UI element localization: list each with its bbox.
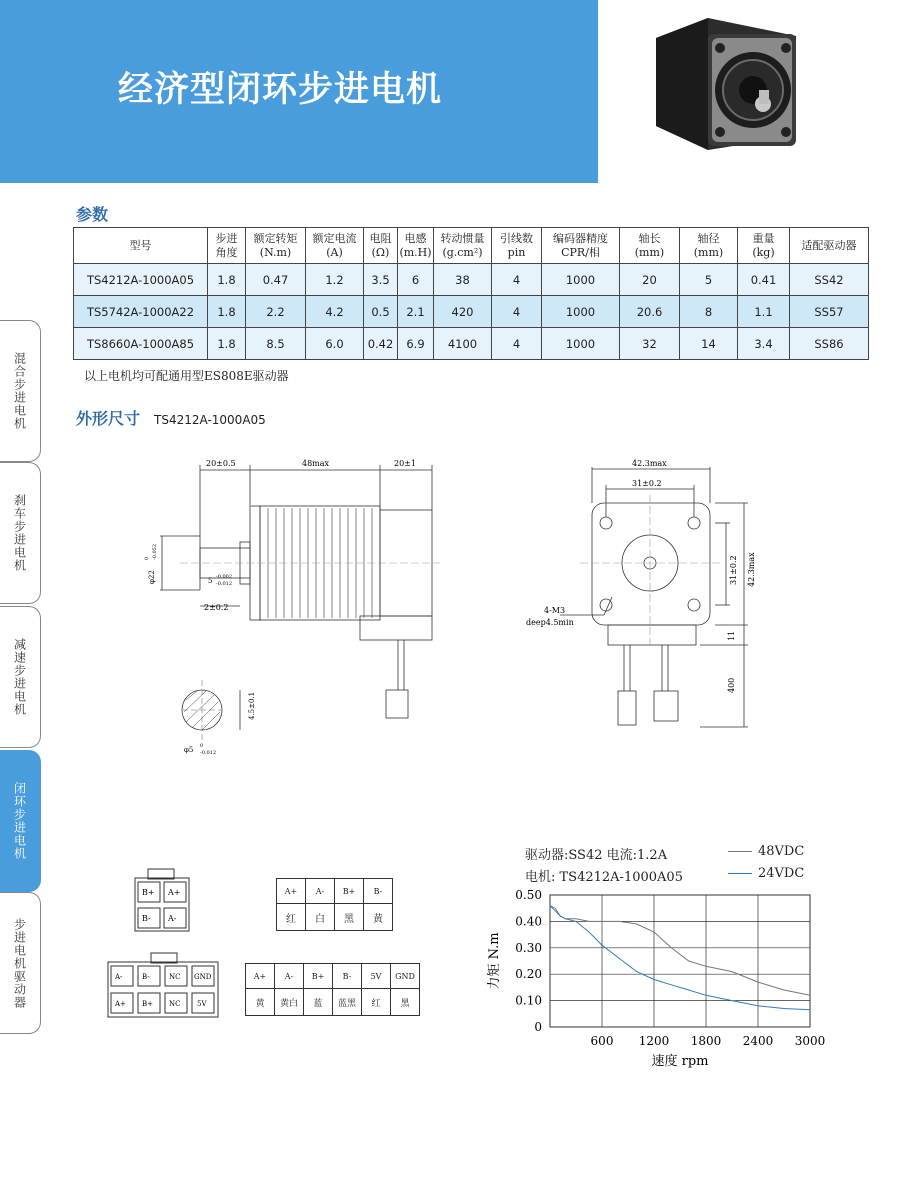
side-tab-driver[interactable]: [0, 892, 41, 1034]
table-cell: 32: [620, 328, 680, 360]
dim-shaft-dia-tol-upper: 0: [144, 556, 150, 560]
dims-title-text: 外形尺寸: [76, 409, 141, 428]
x-tick-label: 3000: [794, 1034, 826, 1048]
pin-label: NC: [169, 973, 181, 981]
side-view-drawing: [140, 450, 460, 760]
dim-lead: 400: [727, 677, 736, 693]
params-table: [73, 227, 869, 360]
wire-color: 红: [362, 989, 391, 1016]
dim-hole-spacing: 31±0.2: [632, 479, 662, 488]
table-cell: 1.8: [208, 264, 246, 296]
motor-photo: [638, 8, 808, 158]
header-torque: 额定转矩 (N.m): [246, 228, 306, 264]
wire-color: 黑: [391, 989, 420, 1016]
table-row: [74, 328, 869, 360]
y-tick-label: 0.10: [515, 993, 542, 1008]
wire-color: 蓝: [304, 989, 333, 1016]
table-cell: 3.4: [738, 328, 790, 360]
legend-item-48vdc: [728, 844, 804, 859]
table-cell: 20.6: [620, 296, 680, 328]
wire-color: 蓝黑: [333, 989, 362, 1016]
dim-tail: 11: [727, 630, 736, 641]
table-cell: 4.2: [306, 296, 364, 328]
table-row: [74, 264, 869, 296]
dim-small-dia-tol-lower: -0.012: [200, 750, 217, 756]
dim-face-height: 42.3max: [747, 552, 756, 587]
pin-label: 5V: [197, 1000, 207, 1008]
table-cell: SS86: [790, 328, 869, 360]
table-cell: 38: [434, 264, 492, 296]
table-cell: 0.41: [738, 264, 790, 296]
table-cell: 6.9: [398, 328, 434, 360]
dim-encoder-length: 20±1: [394, 459, 416, 468]
header-shaft-length: 轴长 (mm): [620, 228, 680, 264]
pin-label: A-: [115, 973, 123, 981]
wire-color: 红: [277, 904, 306, 931]
wire-color: 黄: [364, 904, 393, 931]
side-tab-gear[interactable]: [0, 606, 41, 748]
table-cell: 1000: [542, 296, 620, 328]
pin-label: B+: [142, 888, 155, 897]
legend-label-48vdc: 48VDC: [758, 844, 805, 859]
pin-cell: B+: [335, 879, 364, 904]
table-cell: 8: [680, 296, 738, 328]
dim-shaft-dia-tol-lower: -0.052: [152, 543, 158, 560]
dim-mount: 4-M3: [544, 606, 566, 615]
side-tab-label: 步进电机驱动器: [12, 917, 27, 1009]
pin-label: A+: [168, 888, 181, 897]
pin-label: A+: [115, 1000, 126, 1008]
small-pin-table: [276, 878, 393, 931]
table-cell: 4100: [434, 328, 492, 360]
table-cell: 3.5: [364, 264, 398, 296]
table-cell: 1000: [542, 264, 620, 296]
y-tick-label: 0.50: [515, 888, 542, 902]
model-cell: TS5742A-1000A22: [74, 296, 208, 328]
legend-swatch-24vdc: [728, 873, 752, 874]
table-cell: 20: [620, 264, 680, 296]
dim-flat: 5: [208, 577, 213, 585]
y-tick-label: 0: [534, 1020, 542, 1034]
pin-cell: A-: [275, 964, 304, 989]
chart-driver-line: 驱动器:SS42 电流:1.2A: [525, 848, 668, 863]
x-tick-label: 2400: [742, 1034, 774, 1048]
chart-motor-line: 电机: TS4212A-1000A05: [525, 870, 683, 885]
x-tick-label: 1200: [638, 1034, 670, 1048]
header-inductance: 电感 (m.H): [398, 228, 434, 264]
model-cell: TS4212A-1000A05: [74, 264, 208, 296]
small-connector-diagram: [134, 868, 190, 932]
table-cell: 5: [680, 264, 738, 296]
pin-cell: 5V: [362, 964, 391, 989]
table-cell: 1.8: [208, 328, 246, 360]
page-title: 经济型闭环步进电机: [118, 70, 443, 110]
dim-shaft-dia: φ22: [148, 570, 156, 584]
pin-cell: A-: [306, 879, 335, 904]
pin-cell: A+: [246, 964, 275, 989]
header-resistance: 电阻 (Ω): [364, 228, 398, 264]
table-cell: 1.8: [208, 296, 246, 328]
table-cell: 2.2: [246, 296, 306, 328]
large-connector-diagram: [107, 952, 219, 1018]
side-tab-closed-loop[interactable]: [0, 750, 41, 892]
x-axis-label: 速度 rpm: [651, 1054, 709, 1069]
table-cell: 0.47: [246, 264, 306, 296]
y-tick-label: 0.20: [515, 967, 542, 982]
pin-label: GND: [194, 973, 212, 981]
header-leads: 引线数 pin: [492, 228, 542, 264]
pin-label: B-: [142, 973, 150, 981]
dim-small-dia-tol-upper: 0: [200, 743, 204, 749]
header-driver: 适配驱动器: [790, 228, 869, 264]
table-cell: SS42: [790, 264, 869, 296]
dim-flat-tol-upper: -0.002: [216, 574, 233, 580]
pin-cell: B-: [364, 879, 393, 904]
dim-body-length: 48max: [302, 459, 330, 468]
dim-hole-spacing-v: 31±0.2: [729, 555, 738, 585]
table-cell: 6.0: [306, 328, 364, 360]
dim-small-dia: φ5: [184, 746, 194, 754]
header-shaft-dia: 轴径 (mm): [680, 228, 738, 264]
table-cell: 0.42: [364, 328, 398, 360]
table-cell: 1.2: [306, 264, 364, 296]
side-tab-label: 混合步进电机: [12, 352, 27, 430]
dim-flat-depth: 4.5±0.1: [248, 691, 256, 720]
table-cell: 4: [492, 264, 542, 296]
side-tab-brake[interactable]: [0, 462, 41, 604]
params-section-title: 参数: [76, 205, 109, 224]
dim-face-width: 42.3max: [632, 459, 667, 468]
dims-section-title: [76, 406, 266, 429]
front-view-drawing: [520, 455, 780, 755]
wire-color: 黑: [335, 904, 364, 931]
y-axis-label: 力矩 N.m: [487, 932, 502, 990]
pin-label: B+: [142, 1000, 154, 1008]
header-weight: 重量 (kg): [738, 228, 790, 264]
table-cell: 14: [680, 328, 738, 360]
pin-label: A-: [168, 914, 177, 923]
x-tick-label: 600: [590, 1034, 614, 1048]
pin-cell: A+: [277, 879, 306, 904]
pin-label: NC: [169, 1000, 181, 1008]
table-cell: 2.1: [398, 296, 434, 328]
y-tick-label: 0.40: [515, 914, 542, 929]
pin-label: B-: [142, 914, 151, 923]
wire-color: 白: [306, 904, 335, 931]
table-cell: 4: [492, 328, 542, 360]
table-cell: 0.5: [364, 296, 398, 328]
side-tab-label: 减速步进电机: [12, 638, 27, 716]
legend-swatch-48vdc: [728, 851, 752, 852]
table-cell: 4: [492, 296, 542, 328]
wire-color: 黄: [246, 989, 275, 1016]
series-line-48vdc: [550, 906, 810, 996]
header-inertia: 转动惯量 (g.cm²): [434, 228, 492, 264]
header-model: 型号: [74, 228, 208, 264]
torque-chart: [480, 885, 826, 1075]
legend-label-24vdc: 24VDC: [758, 866, 805, 881]
dim-shaft-length: 20±0.5: [206, 459, 236, 468]
dim-flat-tol-lower: -0.012: [216, 581, 233, 587]
dims-model: TS4212A-1000A05: [154, 413, 266, 427]
legend-item-24vdc: [728, 866, 804, 881]
header-step-angle: 步进 角度: [208, 228, 246, 264]
table-cell: 420: [434, 296, 492, 328]
x-tick-label: 1800: [690, 1034, 722, 1048]
y-tick-label: 0.30: [515, 940, 542, 955]
pin-cell: B-: [333, 964, 362, 989]
pin-cell: B+: [304, 964, 333, 989]
table-cell: SS57: [790, 296, 869, 328]
model-cell: TS8660A-1000A85: [74, 328, 208, 360]
table-header-row: [74, 228, 869, 264]
table-cell: 6: [398, 264, 434, 296]
table-cell: 1000: [542, 328, 620, 360]
side-tab-hybrid[interactable]: [0, 320, 41, 462]
header-banner: [0, 0, 598, 183]
wire-color: 黄白: [275, 989, 304, 1016]
header-encoder: 编码器精度 CPR/相: [542, 228, 620, 264]
side-tab-label: 闭环步进电机: [12, 782, 27, 860]
large-pin-table: [245, 963, 420, 1016]
table-row: [74, 296, 869, 328]
table-note: 以上电机均可配通用型ES808E驱动器: [84, 369, 289, 383]
dim-mount-depth: deep4.5min: [526, 618, 574, 627]
table-cell: 1.1: [738, 296, 790, 328]
header-current: 额定电流 (A): [306, 228, 364, 264]
dim-flange: 2±0.2: [204, 603, 229, 612]
table-cell: 8.5: [246, 328, 306, 360]
side-tab-label: 刹车步进电机: [12, 494, 27, 572]
pin-cell: GND: [391, 964, 420, 989]
